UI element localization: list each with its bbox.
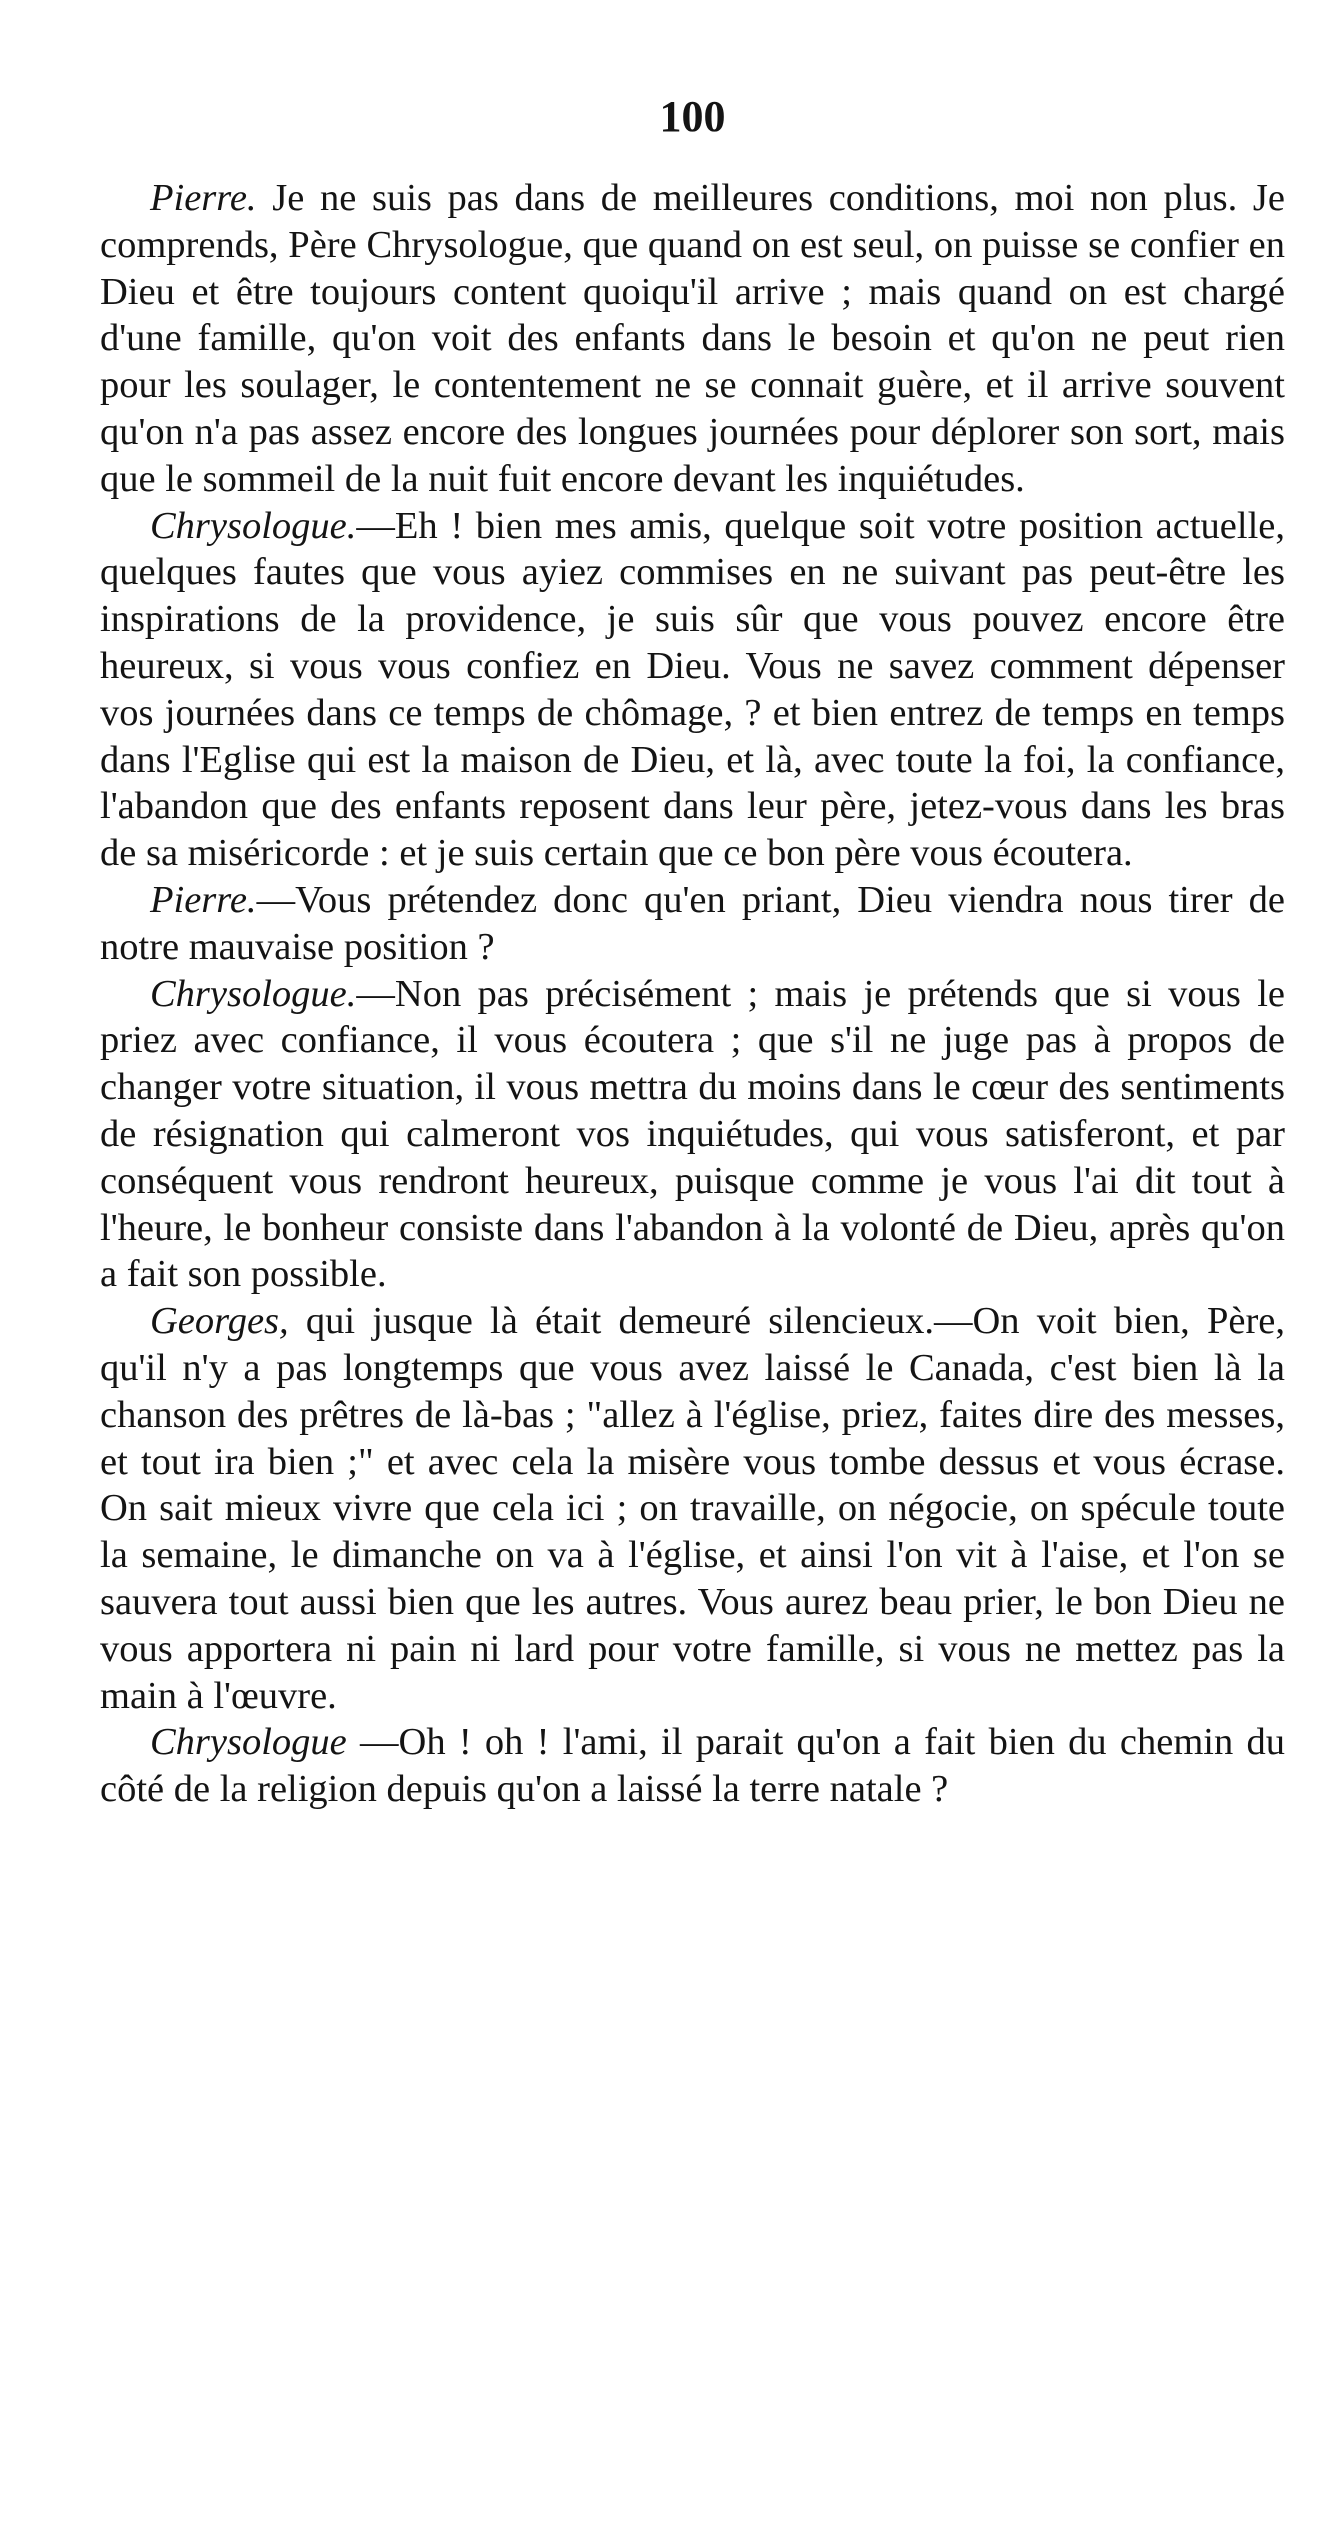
dialogue-paragraph [100, 1298, 1285, 1719]
dialogue-paragraph [100, 877, 1285, 971]
speaker-name: Pierre. [150, 878, 257, 921]
speaker-name: Pierre. [150, 177, 257, 219]
book-page [100, 92, 1285, 2515]
dialogue-paragraph [100, 503, 1285, 877]
page-number: 100 [659, 92, 726, 141]
speaker-name: Chrysologue. [150, 972, 357, 1015]
paragraph-text: —Oh ! oh ! l'ami, il parait qu'on a fait bien du chemin du côté de la religion depuis qu'on a laissé la terre natale ? [100, 1721, 1285, 1811]
dialogue-paragraph [100, 175, 1285, 503]
speaker-name: Chrysologue [150, 1721, 347, 1764]
speaker-name: Chrysologue. [150, 504, 357, 547]
paragraph-text: —Non pas précisément ; mais je prétends que si vous le priez avec confiance, il vous écoutera ; que s'il ne juge pas à propos de changer votre situation, il vous mettra du moins dans le cœur des sentiments de résignation qui calmeront vos inquiétudes, qui vous satisferont, et par conséquent vous rendront heureux, puisque comme je vous l'ai dit tout à l'heure, le bonheur consiste dans l'abandon à la volonté de Dieu, après qu'on a fait son possible. [100, 972, 1285, 1296]
paragraph-text: Je ne suis pas dans de meilleures conditions, moi non plus. Je comprends, Père Chrysologue, que quand on est seul, on puisse se confier en Dieu et être toujours content quoiqu'il arrive ; mais quand on est chargé d'une famille, qu'on voit des enfants dans le besoin et qu'on ne peut rien pour les soulager, le contentement ne se connait guère, et il arrive souvent qu'on n'a pas assez encore des longues journées pour déplorer son sort, mais que le sommeil de la nuit fuit encore devant les inquiétudes. [100, 177, 1285, 500]
dialogue-paragraph [100, 971, 1285, 1299]
paragraph-text: —Eh ! bien mes amis, quelque soit votre position actuelle, quelques fautes que vous ayiez commises en ne suivant pas peut-être les inspirations de la providence, je suis sûr que vous pouvez encore être heureux, si vous vous confiez en Dieu. Vous ne savez comment dépenser vos journées dans ce temps de chômage, ? et bien entrez de temps en temps dans l'Eglise qui est la maison de Dieu, et là, avec toute la foi, la confiance, l'abandon que des enfants reposent dans leur père, jetez-vous dans les bras de sa miséricorde : et je suis certain que ce bon père vous écoutera. [100, 504, 1285, 875]
paragraph-text: —Vous prétendez donc qu'en priant, Dieu viendra nous tirer de notre mauvaise position ? [100, 878, 1285, 968]
speaker-name: Georges, [150, 1300, 289, 1343]
dialogue-paragraph [100, 1719, 1285, 1813]
paragraph-text: qui jusque là était demeuré silencieux.—On voit bien, Père, qu'il n'y a pas longtemps que vous avez laissé le Canada, c'est bien là la chanson des prêtres de là-bas ; "allez à l'église, priez, faites dire des messes, et tout ira bien ;" et avec cela la misère vous tombe dessus et vous écrase. On sait mieux vivre que cela ici ; on travaille, on négocie, on spécule toute la semaine, le dimanche on va à l'église, et ainsi l'on vit à l'aise, et l'on se sauvera tout aussi bien que les autres. Vous aurez beau prier, le bon Dieu ne vous apportera ni pain ni lard pour votre famille, si vous ne mettez pas la main à l'œuvre. [100, 1300, 1285, 1717]
